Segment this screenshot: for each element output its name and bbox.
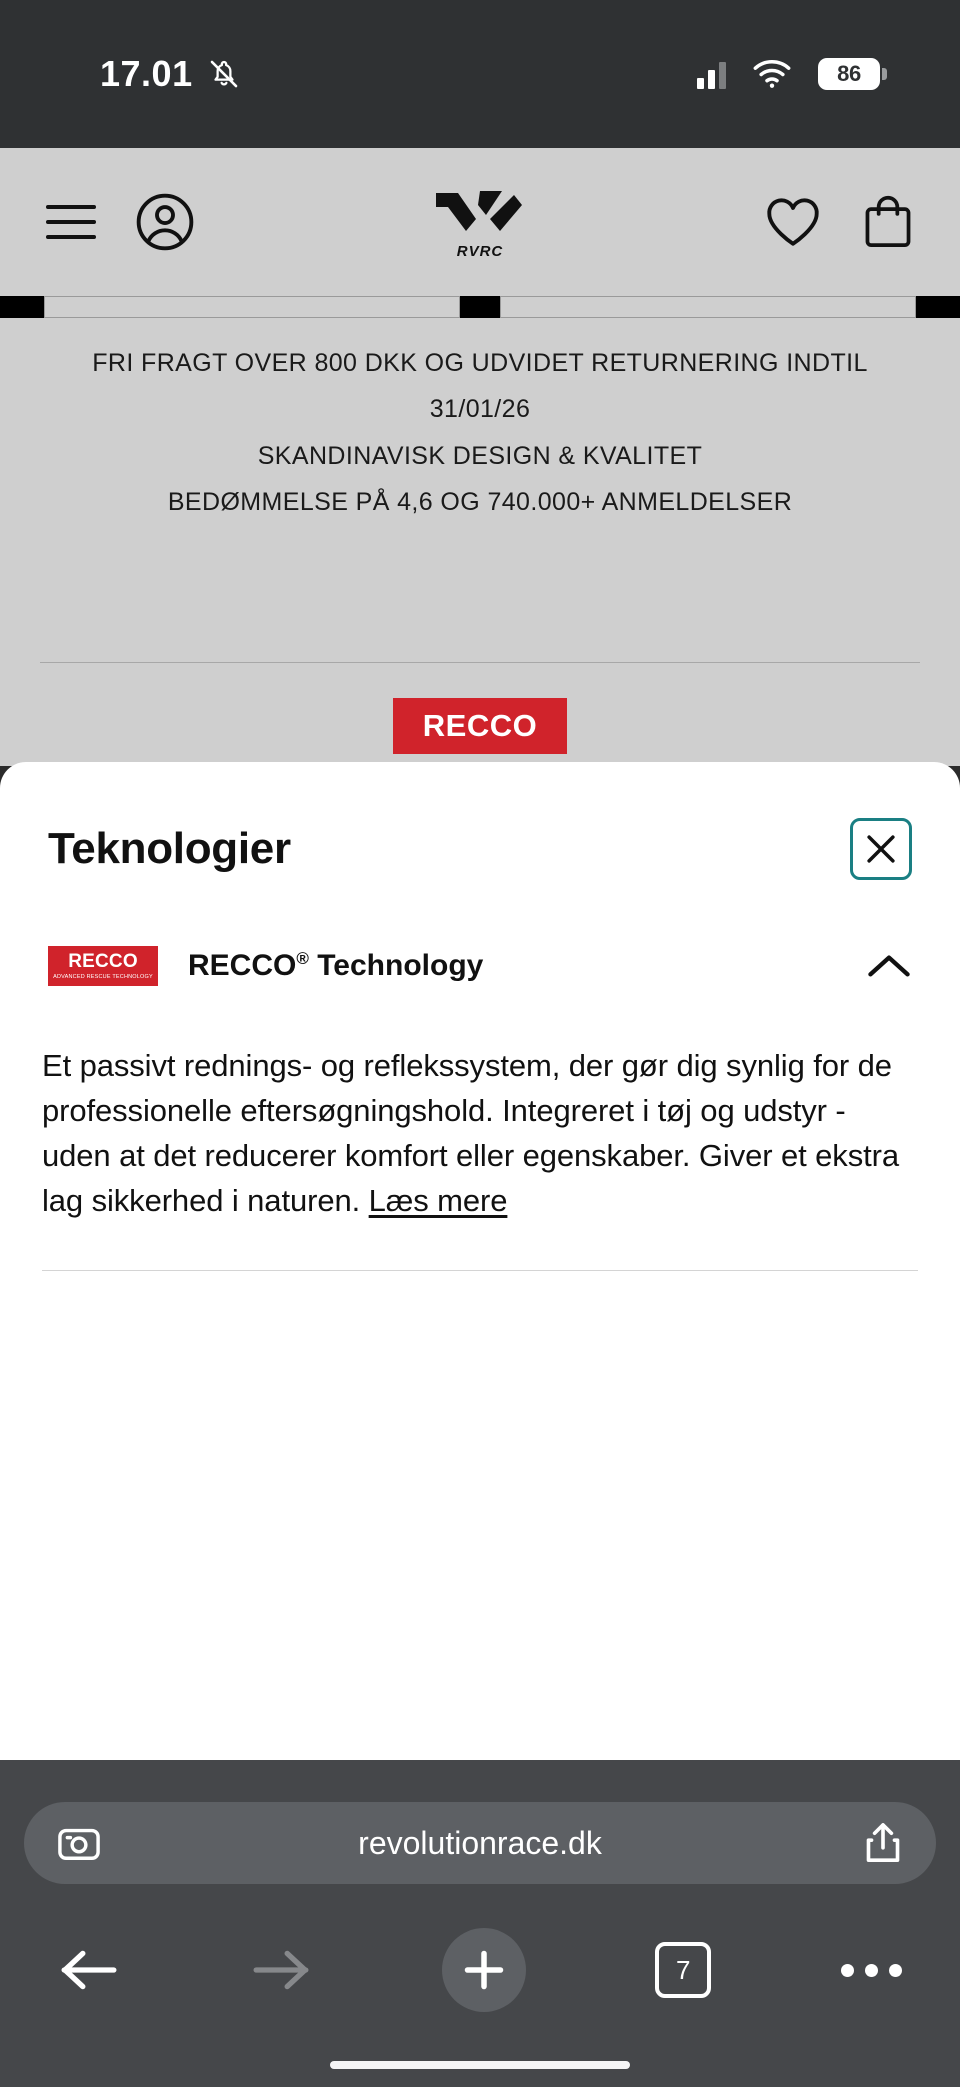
- tabs-button[interactable]: [655, 1942, 711, 1998]
- browser-bottom-bar: [0, 1760, 960, 2087]
- forward-button[interactable]: [250, 1946, 312, 1994]
- registered-mark: ®: [296, 949, 309, 968]
- close-button[interactable]: [850, 818, 912, 880]
- accordion-body-paragraph: Et passivt rednings- og reflekssystem, der gør dig synlig for de professionelle eftersøgningshold. Integreret i tøj og udstyr - uden at det reducerer komfort eller egenskaber. Giver et ekstra lag sikkerhed i naturen.: [42, 1048, 899, 1218]
- cellular-signal-icon: [697, 59, 726, 89]
- battery-indicator: [818, 58, 880, 90]
- status-clock: 17.01: [100, 53, 193, 94]
- heart-icon[interactable]: [764, 195, 822, 249]
- recco-badge-label: RECCO: [422, 708, 538, 743]
- chevron-up-icon[interactable]: [866, 953, 912, 979]
- battery-level-label: 86: [837, 61, 861, 86]
- accordion-title-rest: Technology: [308, 949, 484, 982]
- read-more-link[interactable]: Læs mere: [368, 1182, 508, 1218]
- accordion-title-brand: RECCO: [188, 949, 297, 982]
- status-bar: [0, 0, 960, 148]
- promo-banner: [0, 340, 960, 525]
- brand-wordmark: RVRC: [456, 242, 504, 260]
- header-right-group: [764, 194, 914, 250]
- arrow-forward-icon: [250, 1946, 312, 1994]
- back-button[interactable]: [58, 1946, 120, 1994]
- promo-line: FRI FRAGT OVER 800 DKK OG UDVIDET RETURNERING INDTIL: [92, 349, 868, 377]
- plus-circle: [442, 1928, 526, 2012]
- tabs-count-badge: 7: [655, 1942, 711, 1998]
- close-icon: [862, 830, 900, 868]
- plus-icon: [462, 1948, 506, 1992]
- promo-line: 31/01/26: [429, 395, 531, 424]
- technologies-sheet: [0, 762, 960, 1760]
- promo-divider: [40, 662, 920, 663]
- page-content: [0, 296, 960, 766]
- arrow-back-icon: [58, 1946, 120, 1994]
- wifi-icon: [752, 59, 792, 89]
- site-logo[interactable]: [428, 185, 532, 260]
- promo-line: BEDØMMELSE PÅ 4,6 OG 740.000+ ANMELDELSER: [167, 487, 793, 516]
- promo-line: SKANDINAVISK DESIGN & KVALITET: [257, 441, 703, 470]
- sheet-title: Teknologier: [48, 824, 291, 873]
- page-box-left: [44, 296, 460, 318]
- header-left-group: [46, 191, 196, 253]
- status-left-group: [100, 53, 241, 95]
- accordion-title: [188, 949, 836, 983]
- recco-logo-icon: [48, 946, 158, 986]
- url-bar[interactable]: [24, 1802, 936, 1884]
- page-box-right: [500, 296, 916, 318]
- recco-logo-sub: ADVANCED RESCUE TECHNOLOGY: [53, 974, 153, 980]
- site-header: [0, 148, 960, 296]
- rvrc-logo-icon: [428, 185, 532, 243]
- recco-logo-main: RECCO: [68, 951, 138, 972]
- status-right-group: [697, 58, 880, 90]
- sheet-header: [0, 762, 960, 880]
- more-options-icon: [841, 1964, 902, 1977]
- share-icon[interactable]: [862, 1820, 904, 1866]
- page-top-boxes: [0, 296, 960, 318]
- accordion-body: [0, 986, 960, 1224]
- recco-badge: [393, 698, 567, 754]
- accordion-divider: [42, 1270, 918, 1271]
- bell-muted-icon: [207, 57, 241, 91]
- url-text: revolutionrace.dk: [358, 1824, 602, 1861]
- home-indicator: [330, 2061, 630, 2069]
- browser-toolbar: [0, 1910, 960, 2030]
- hamburger-menu-icon[interactable]: [46, 205, 96, 239]
- account-circle-icon[interactable]: [134, 191, 196, 253]
- more-options-button[interactable]: [841, 1964, 902, 1977]
- new-tab-button[interactable]: [442, 1928, 526, 2012]
- accordion-body-text: [42, 1044, 918, 1224]
- accordion-header-recco[interactable]: [0, 946, 960, 986]
- shopping-bag-icon[interactable]: [862, 194, 914, 250]
